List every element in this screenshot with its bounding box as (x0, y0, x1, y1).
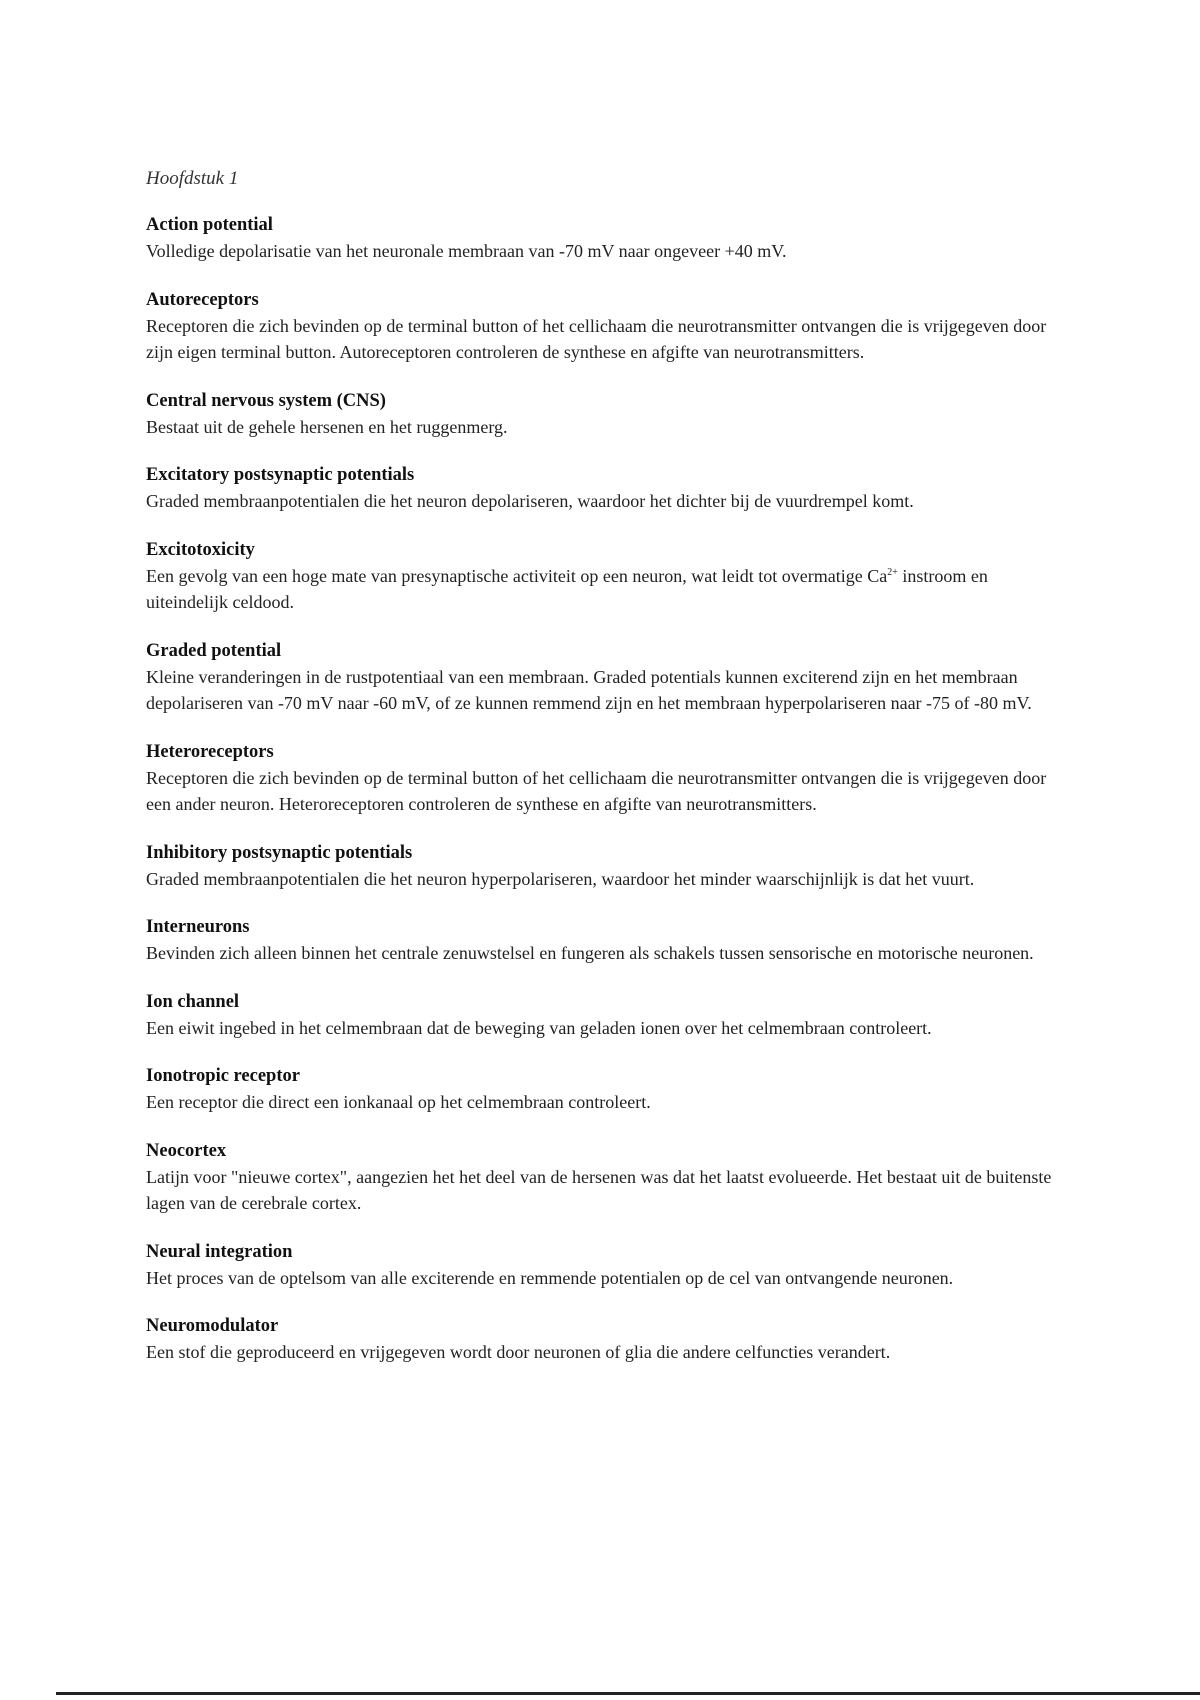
entry-definition (146, 563, 1066, 616)
entry-term: Autoreceptors (146, 289, 259, 310)
entry-definition: Een stof die geproduceerd en vrijgegeven wordt door neuronen of glia die andere celfuncties verandert. (146, 1342, 891, 1362)
entry-term: Central nervous system (CNS) (146, 390, 386, 411)
superscript-charge: 2+ (887, 566, 898, 578)
entry-definition: Graded membraanpotentialen die het neuron depolariseren, waardoor het dichter bij de vuurdrempel komt. (146, 491, 914, 511)
document-page (146, 166, 1066, 1388)
entry-definition: Het proces van de optelsom van alle exciterende en remmende potentialen op de cel van ontvangende neuronen. (146, 1267, 954, 1288)
glossary-entry (146, 739, 1066, 818)
entry-term: Graded potential (146, 640, 282, 661)
entry-definition: Receptoren die zich bevinden op de terminal button of het cellichaam die neurotransmitter ontvangen die is vrijgegeven door zijn eigen terminal button. Autoreceptoren controleren de synthese en afgifte van neurotransmitters. (146, 315, 1047, 362)
entry-definition: Graded membraanpotentialen die het neuron hyperpolariseren, waardoor het minder waarschijnlijk is dat het vuurt. (146, 868, 975, 889)
entry-definition: Een eiwit ingebed in het celmembraan dat de beweging van geladen ionen over het celmembraan controleert. (146, 1017, 932, 1038)
glossary-entry (146, 1063, 1066, 1116)
glossary-entry (146, 1313, 1066, 1366)
glossary-entry (146, 537, 1066, 616)
glossary-entry (146, 1138, 1066, 1217)
entry-term: Neocortex (146, 1140, 227, 1161)
glossary-entry (146, 388, 1066, 441)
entry-term: Ionotropic receptor (146, 1066, 300, 1086)
entry-term: Action potential (146, 215, 273, 235)
entry-term: Excitotoxicity (146, 539, 255, 560)
entry-term: Neural integration (146, 1241, 293, 1262)
entry-term: Inhibitory postsynaptic potentials (146, 842, 413, 863)
entry-term: Ion channel (146, 991, 240, 1012)
entry-term: Excitatory postsynaptic potentials (146, 465, 415, 485)
entry-term: Heteroreceptors (146, 741, 274, 762)
definition-text: Een gevolg van een hoge mate van presynaptische activiteit op een neuron, wat leidt tot overmatige Ca (146, 565, 888, 586)
glossary-entry (146, 840, 1066, 893)
glossary-entry (146, 1239, 1066, 1292)
page-bottom-divider (56, 1692, 1200, 1695)
glossary-entry (146, 638, 1066, 717)
glossary-entry (146, 212, 1066, 265)
entry-term: Neuromodulator (146, 1316, 279, 1336)
definition-text: instroom en uiteindelijk celdood. (146, 565, 988, 612)
entry-definition: Een receptor die direct een ionkanaal op het celmembraan controleert. (146, 1092, 651, 1112)
glossary-entry (146, 989, 1066, 1042)
chapter-heading: Hoofdstuk 1 (146, 168, 239, 189)
entry-definition: Receptoren die zich bevinden op de terminal button of het cellichaam die neurotransmitter ontvangen die is vrijgegeven door een ander neuron. Heteroreceptoren controleren de synthese en afgifte van neurotransmitters. (146, 767, 1047, 814)
entry-definition: Kleine veranderingen in de rustpotentiaal van een membraan. Graded potentials kunnen exciterend zijn en het membraan depolariseren van -70 mV naar -60 mV, of ze kunnen remmend zijn en het membraan hyperpolariseren naar -75 of -80 mV. (146, 666, 1032, 713)
glossary-entry (146, 287, 1066, 366)
glossary-entry (146, 914, 1066, 967)
entry-definition: Latijn voor "nieuwe cortex", aangezien het het deel van de hersenen was dat het laatst evolueerde. Het bestaat uit de buitenste lagen van de cerebrale cortex. (146, 1166, 1052, 1213)
entry-definition: Volledige depolarisatie van het neuronale membraan van -70 mV naar ongeveer +40 mV. (146, 241, 787, 261)
entry-definition: Bestaat uit de gehele hersenen en het ruggenmerg. (146, 416, 508, 437)
entry-definition: Bevinden zich alleen binnen het centrale zenuwstelsel en fungeren als schakels tussen sensorische en motorische neuronen. (146, 943, 1034, 963)
entry-term: Interneurons (146, 917, 250, 937)
glossary-entry (146, 462, 1066, 515)
